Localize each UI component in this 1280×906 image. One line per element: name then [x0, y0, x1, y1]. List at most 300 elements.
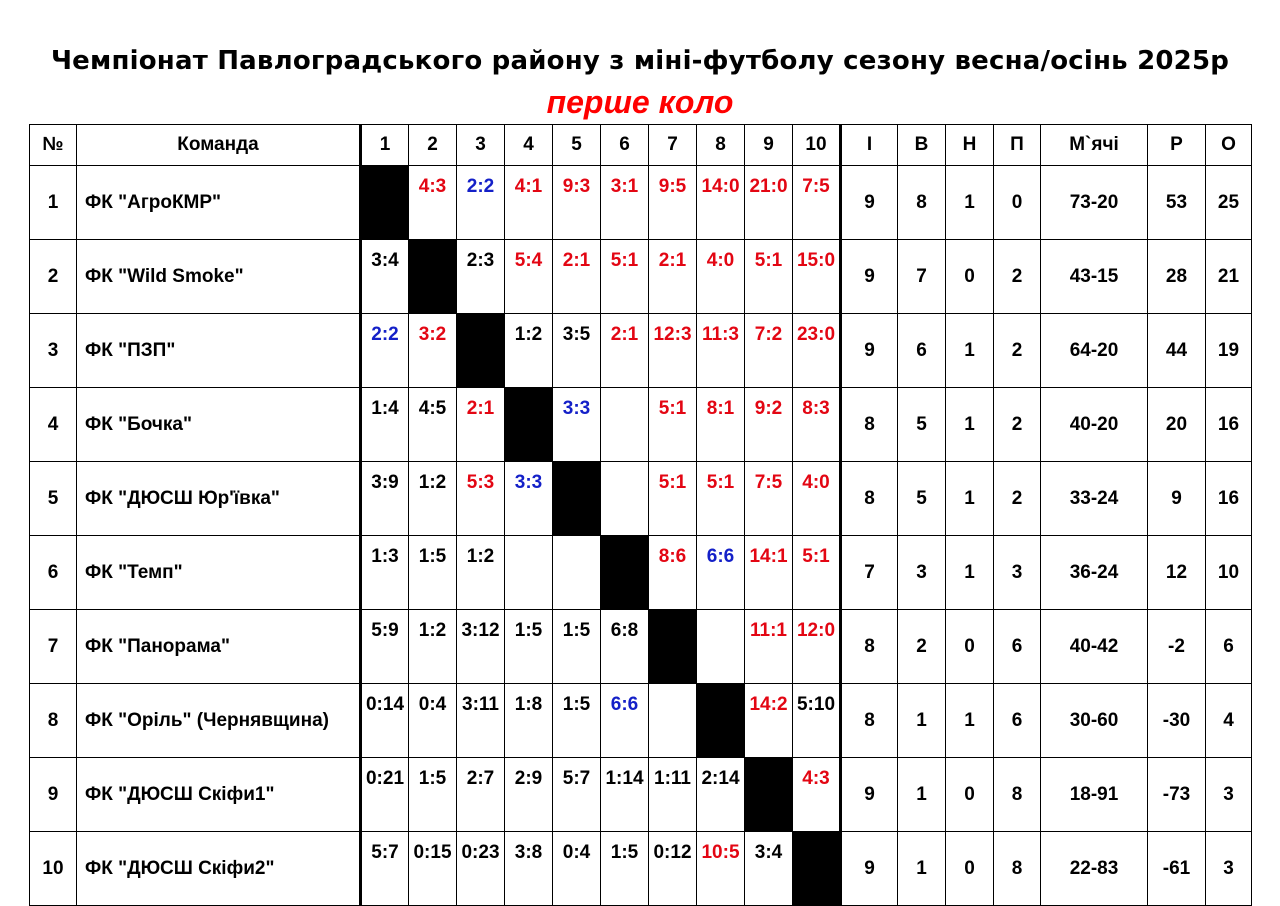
match-score: 2:14: [701, 768, 740, 789]
header-round-7: 7: [649, 125, 697, 166]
match-score-cell: [601, 684, 649, 758]
goals: 40-20: [1041, 388, 1148, 462]
match-score: 3:1: [610, 176, 639, 197]
match-score: 3:8: [514, 842, 543, 863]
match-score: 2:1: [562, 250, 591, 271]
match-score-cell: [553, 610, 601, 684]
match-score-cell: [793, 610, 841, 684]
match-score-cell: [457, 684, 505, 758]
points: 3: [1206, 832, 1252, 906]
row-number: 4: [30, 388, 77, 462]
match-score-cell: [745, 462, 793, 536]
match-score: 3:12: [461, 620, 500, 641]
match-score: 15:0: [796, 250, 836, 271]
match-score: 0:4: [418, 694, 447, 715]
match-score-cell: [793, 388, 841, 462]
row-number: 1: [30, 166, 77, 240]
match-score-cell: [361, 610, 409, 684]
table-row: [30, 536, 1252, 610]
row-number: 7: [30, 610, 77, 684]
table-row: [30, 462, 1252, 536]
points: 25: [1206, 166, 1252, 240]
games-played: 7: [841, 536, 898, 610]
standings-table: [29, 124, 1252, 906]
losses: 0: [994, 166, 1041, 240]
match-score: 1:5: [418, 768, 447, 789]
match-score-cell: [697, 536, 745, 610]
draws: 0: [946, 610, 994, 684]
match-score-cell: [361, 832, 409, 906]
header-round-6: 6: [601, 125, 649, 166]
match-score-cell: [745, 684, 793, 758]
match-score-cell: [553, 166, 601, 240]
match-score-cell: [697, 240, 745, 314]
match-score: 5:1: [658, 472, 687, 493]
match-score-cell: [745, 388, 793, 462]
table-row: [30, 314, 1252, 388]
match-score-cell: [649, 166, 697, 240]
team-name: ФК "Темп": [77, 536, 361, 610]
match-score: 8:6: [658, 546, 687, 567]
match-score-cell: [793, 536, 841, 610]
goals: 43-15: [1041, 240, 1148, 314]
games-played: 9: [841, 758, 898, 832]
header-round-3: 3: [457, 125, 505, 166]
goals: 73-20: [1041, 166, 1148, 240]
match-score: 2:2: [371, 324, 399, 345]
match-score-cell: [457, 610, 505, 684]
match-score-cell: [553, 240, 601, 314]
draws: 0: [946, 758, 994, 832]
team-name: ФК "Бочка": [77, 388, 361, 462]
diagonal-blank-cell: [745, 758, 793, 832]
draws: 1: [946, 166, 994, 240]
match-score-cell: [649, 758, 697, 832]
match-score: 3:9: [371, 472, 399, 493]
match-score: 1:3: [371, 546, 399, 567]
match-score-cell: [361, 758, 409, 832]
match-score: 1:11: [654, 768, 691, 789]
header-round-8: 8: [697, 125, 745, 166]
row-number: 10: [30, 832, 77, 906]
diagonal-blank-cell: [553, 462, 601, 536]
match-score: 9:3: [562, 176, 591, 197]
match-score: 5:1: [754, 250, 783, 271]
header-points: О: [1206, 125, 1252, 166]
losses: 3: [994, 536, 1041, 610]
match-score-cell: [601, 462, 649, 536]
diagonal-blank-cell: [697, 684, 745, 758]
header-round-4: 4: [505, 125, 553, 166]
match-score: 21:0: [749, 176, 788, 197]
match-score-cell: [601, 758, 649, 832]
match-score-cell: [649, 240, 697, 314]
match-score-cell: [697, 462, 745, 536]
goal-difference: -30: [1148, 684, 1206, 758]
header-draws: Н: [946, 125, 994, 166]
header-round-5: 5: [553, 125, 601, 166]
team-name: ФК "ДЮСШ Скіфи2": [77, 832, 361, 906]
match-score-cell: [505, 240, 553, 314]
match-score: 23:0: [796, 324, 836, 345]
match-score-cell: [601, 166, 649, 240]
match-score: 6:8: [610, 620, 639, 641]
match-score: 6:6: [610, 694, 639, 715]
match-score-cell: [505, 536, 553, 610]
header-diff: Р: [1148, 125, 1206, 166]
match-score: 7:5: [802, 176, 830, 197]
match-score-cell: [601, 610, 649, 684]
header-goals: М`ячі: [1041, 125, 1148, 166]
match-score: 12:3: [653, 324, 692, 345]
match-score-cell: [361, 536, 409, 610]
match-score: 9:2: [754, 398, 783, 419]
match-score-cell: [793, 314, 841, 388]
match-score-cell: [409, 314, 457, 388]
team-name: ФК "ПЗП": [77, 314, 361, 388]
header-row: [30, 125, 1252, 166]
losses: 6: [994, 610, 1041, 684]
match-score: 3:3: [562, 398, 591, 419]
draws: 1: [946, 684, 994, 758]
match-score: 0:4: [562, 842, 591, 863]
match-score-cell: [361, 240, 409, 314]
match-score-cell: [649, 462, 697, 536]
match-score: 2:2: [466, 176, 495, 197]
match-score-cell: [745, 314, 793, 388]
match-score-cell: [505, 610, 553, 684]
match-score: 8:3: [802, 398, 830, 419]
match-score: 0:21: [365, 768, 405, 789]
match-score-cell: [361, 462, 409, 536]
match-score: 14:1: [749, 546, 788, 567]
match-score: 3:2: [418, 324, 447, 345]
match-score-cell: [697, 758, 745, 832]
wins: 6: [898, 314, 946, 388]
row-number: 3: [30, 314, 77, 388]
match-score-cell: [697, 314, 745, 388]
draws: 1: [946, 314, 994, 388]
match-score-cell: [649, 832, 697, 906]
match-score-cell: [505, 462, 553, 536]
match-score-cell: [697, 388, 745, 462]
match-score-cell: [553, 536, 601, 610]
row-number: 8: [30, 684, 77, 758]
match-score: 2:7: [466, 768, 495, 789]
goal-difference: -2: [1148, 610, 1206, 684]
games-played: 9: [841, 314, 898, 388]
match-score-cell: [505, 314, 553, 388]
match-score-cell: [697, 166, 745, 240]
diagonal-blank-cell: [793, 832, 841, 906]
header-team: Команда: [77, 125, 361, 166]
draws: 1: [946, 462, 994, 536]
match-score: 2:9: [514, 768, 543, 789]
match-score-cell: [457, 536, 505, 610]
diagonal-blank-cell: [601, 536, 649, 610]
match-score: 1:2: [514, 324, 543, 345]
row-number: 5: [30, 462, 77, 536]
match-score: 1:5: [562, 620, 591, 641]
wins: 5: [898, 462, 946, 536]
games-played: 9: [841, 240, 898, 314]
match-score-cell: [505, 758, 553, 832]
match-score-cell: [361, 314, 409, 388]
goal-difference: 28: [1148, 240, 1206, 314]
losses: 2: [994, 240, 1041, 314]
match-score-cell: [601, 388, 649, 462]
match-score-cell: [697, 610, 745, 684]
match-score: 10:5: [701, 842, 740, 863]
match-score: 2:3: [466, 250, 495, 271]
team-name: ФК "ДЮСШ Юр'ївка": [77, 462, 361, 536]
draws: 0: [946, 240, 994, 314]
goals: 40-42: [1041, 610, 1148, 684]
match-score-cell: [409, 388, 457, 462]
match-score: 4:0: [706, 250, 735, 271]
match-score-cell: [793, 684, 841, 758]
draws: 0: [946, 832, 994, 906]
match-score: 14:2: [749, 694, 788, 715]
wins: 1: [898, 684, 946, 758]
match-score-cell: [409, 610, 457, 684]
wins: 7: [898, 240, 946, 314]
table-row: [30, 610, 1252, 684]
points: 6: [1206, 610, 1252, 684]
goals: 30-60: [1041, 684, 1148, 758]
match-score: 1:2: [418, 620, 447, 641]
row-number: 2: [30, 240, 77, 314]
match-score-cell: [697, 832, 745, 906]
match-score: 5:7: [371, 842, 399, 863]
table-row: [30, 166, 1252, 240]
games-played: 8: [841, 610, 898, 684]
match-score-cell: [505, 832, 553, 906]
wins: 1: [898, 832, 946, 906]
table-row: [30, 388, 1252, 462]
match-score: 14:0: [701, 176, 740, 197]
match-score-cell: [409, 758, 457, 832]
match-score: 4:1: [514, 176, 543, 197]
match-score-cell: [505, 166, 553, 240]
losses: 6: [994, 684, 1041, 758]
diagonal-blank-cell: [409, 240, 457, 314]
header-round-10: 10: [793, 125, 841, 166]
goal-difference: 44: [1148, 314, 1206, 388]
page-subtitle: перше коло: [546, 84, 734, 120]
header-round-2: 2: [409, 125, 457, 166]
games-played: 8: [841, 462, 898, 536]
match-score: 0:15: [413, 842, 452, 863]
match-score: 5:1: [706, 472, 735, 493]
diagonal-blank-cell: [505, 388, 553, 462]
points: 3: [1206, 758, 1252, 832]
team-name: ФК "АгроКМР": [77, 166, 361, 240]
losses: 8: [994, 832, 1041, 906]
goal-difference: 12: [1148, 536, 1206, 610]
match-score: 4:3: [802, 768, 830, 789]
goal-difference: 20: [1148, 388, 1206, 462]
draws: 1: [946, 388, 994, 462]
match-score-cell: [745, 832, 793, 906]
match-score-cell: [505, 684, 553, 758]
match-score: 5:1: [658, 398, 687, 419]
header-round-1: 1: [361, 125, 409, 166]
draws: 1: [946, 536, 994, 610]
match-score: 12:0: [796, 620, 836, 641]
match-score: 0:14: [365, 694, 405, 715]
match-score: 11:1: [750, 620, 787, 641]
points: 4: [1206, 684, 1252, 758]
match-score-cell: [745, 536, 793, 610]
match-score: 4:5: [418, 398, 447, 419]
points: 16: [1206, 462, 1252, 536]
match-score-cell: [649, 388, 697, 462]
losses: 2: [994, 314, 1041, 388]
match-score-cell: [457, 832, 505, 906]
match-score-cell: [793, 462, 841, 536]
goal-difference: -61: [1148, 832, 1206, 906]
match-score: 1:5: [514, 620, 543, 641]
points: 19: [1206, 314, 1252, 388]
match-score-cell: [553, 832, 601, 906]
goals: 18-91: [1041, 758, 1148, 832]
match-score: 1:5: [562, 694, 591, 715]
header-games: І: [841, 125, 898, 166]
row-number: 6: [30, 536, 77, 610]
match-score-cell: [793, 166, 841, 240]
match-score: 5:1: [802, 546, 830, 567]
losses: 8: [994, 758, 1041, 832]
match-score-cell: [649, 314, 697, 388]
match-score-cell: [457, 758, 505, 832]
match-score-cell: [457, 462, 505, 536]
header-wins: В: [898, 125, 946, 166]
match-score: 5:1: [610, 250, 639, 271]
team-name: ФК "ДЮСШ Скіфи1": [77, 758, 361, 832]
match-score-cell: [553, 388, 601, 462]
wins: 3: [898, 536, 946, 610]
games-played: 9: [841, 166, 898, 240]
diagonal-blank-cell: [361, 166, 409, 240]
match-score: 11:3: [702, 324, 739, 345]
points: 21: [1206, 240, 1252, 314]
match-score: 5:7: [562, 768, 591, 789]
team-name: ФК "Wild Smoke": [77, 240, 361, 314]
match-score: 9:5: [658, 176, 687, 197]
match-score: 1:8: [514, 694, 543, 715]
match-score-cell: [649, 684, 697, 758]
match-score: 8:1: [706, 398, 735, 419]
row-number: 9: [30, 758, 77, 832]
match-score-cell: [409, 166, 457, 240]
match-score: 5:10: [796, 694, 836, 715]
goals: 33-24: [1041, 462, 1148, 536]
goal-difference: 9: [1148, 462, 1206, 536]
match-score: 2:1: [610, 324, 639, 345]
header-losses: П: [994, 125, 1041, 166]
games-played: 8: [841, 388, 898, 462]
games-played: 9: [841, 832, 898, 906]
match-score: 0:23: [461, 842, 500, 863]
team-name: ФК "Панорама": [77, 610, 361, 684]
match-score: 5:9: [371, 620, 399, 641]
match-score: 3:5: [562, 324, 591, 345]
match-score: 1:2: [466, 546, 495, 567]
match-score: 4:3: [418, 176, 447, 197]
goals: 36-24: [1041, 536, 1148, 610]
match-score: 1:5: [610, 842, 639, 863]
match-score: 4:0: [802, 472, 830, 493]
match-score-cell: [745, 240, 793, 314]
match-score-cell: [649, 536, 697, 610]
match-score: 1:14: [605, 768, 644, 789]
match-score-cell: [361, 684, 409, 758]
match-score: 0:12: [653, 842, 692, 863]
match-score: 5:3: [466, 472, 495, 493]
match-score-cell: [745, 610, 793, 684]
match-score-cell: [361, 388, 409, 462]
match-score: 3:11: [462, 694, 499, 715]
standings-body: [30, 166, 1252, 906]
match-score-cell: [409, 684, 457, 758]
goal-difference: 53: [1148, 166, 1206, 240]
match-score: 3:4: [371, 250, 399, 271]
match-score: 3:3: [514, 472, 543, 493]
losses: 2: [994, 388, 1041, 462]
goals: 64-20: [1041, 314, 1148, 388]
diagonal-blank-cell: [649, 610, 697, 684]
goals: 22-83: [1041, 832, 1148, 906]
match-score: 7:2: [754, 324, 783, 345]
table-row: [30, 240, 1252, 314]
games-played: 8: [841, 684, 898, 758]
points: 10: [1206, 536, 1252, 610]
table-row: [30, 758, 1252, 832]
match-score: 1:4: [371, 398, 399, 419]
match-score: 2:1: [658, 250, 687, 271]
match-score: 1:2: [418, 472, 447, 493]
match-score-cell: [409, 832, 457, 906]
losses: 2: [994, 462, 1041, 536]
points: 16: [1206, 388, 1252, 462]
match-score-cell: [457, 166, 505, 240]
table-row: [30, 832, 1252, 906]
match-score: 6:6: [706, 546, 735, 567]
match-score: 1:5: [418, 546, 447, 567]
match-score-cell: [601, 314, 649, 388]
wins: 1: [898, 758, 946, 832]
match-score-cell: [601, 240, 649, 314]
match-score-cell: [553, 758, 601, 832]
goal-difference: -73: [1148, 758, 1206, 832]
match-score-cell: [457, 388, 505, 462]
match-score-cell: [553, 314, 601, 388]
wins: 8: [898, 166, 946, 240]
match-score: 7:5: [754, 472, 783, 493]
diagonal-blank-cell: [457, 314, 505, 388]
match-score-cell: [409, 536, 457, 610]
header-num: №: [30, 125, 77, 166]
match-score: 2:1: [466, 398, 495, 419]
wins: 2: [898, 610, 946, 684]
match-score-cell: [793, 758, 841, 832]
match-score: 5:4: [514, 250, 543, 271]
page-title: Чемпіонат Павлоградського району з міні-футболу сезону весна/осінь 2025р: [50, 46, 1230, 76]
match-score-cell: [553, 684, 601, 758]
match-score-cell: [793, 240, 841, 314]
match-score-cell: [409, 462, 457, 536]
